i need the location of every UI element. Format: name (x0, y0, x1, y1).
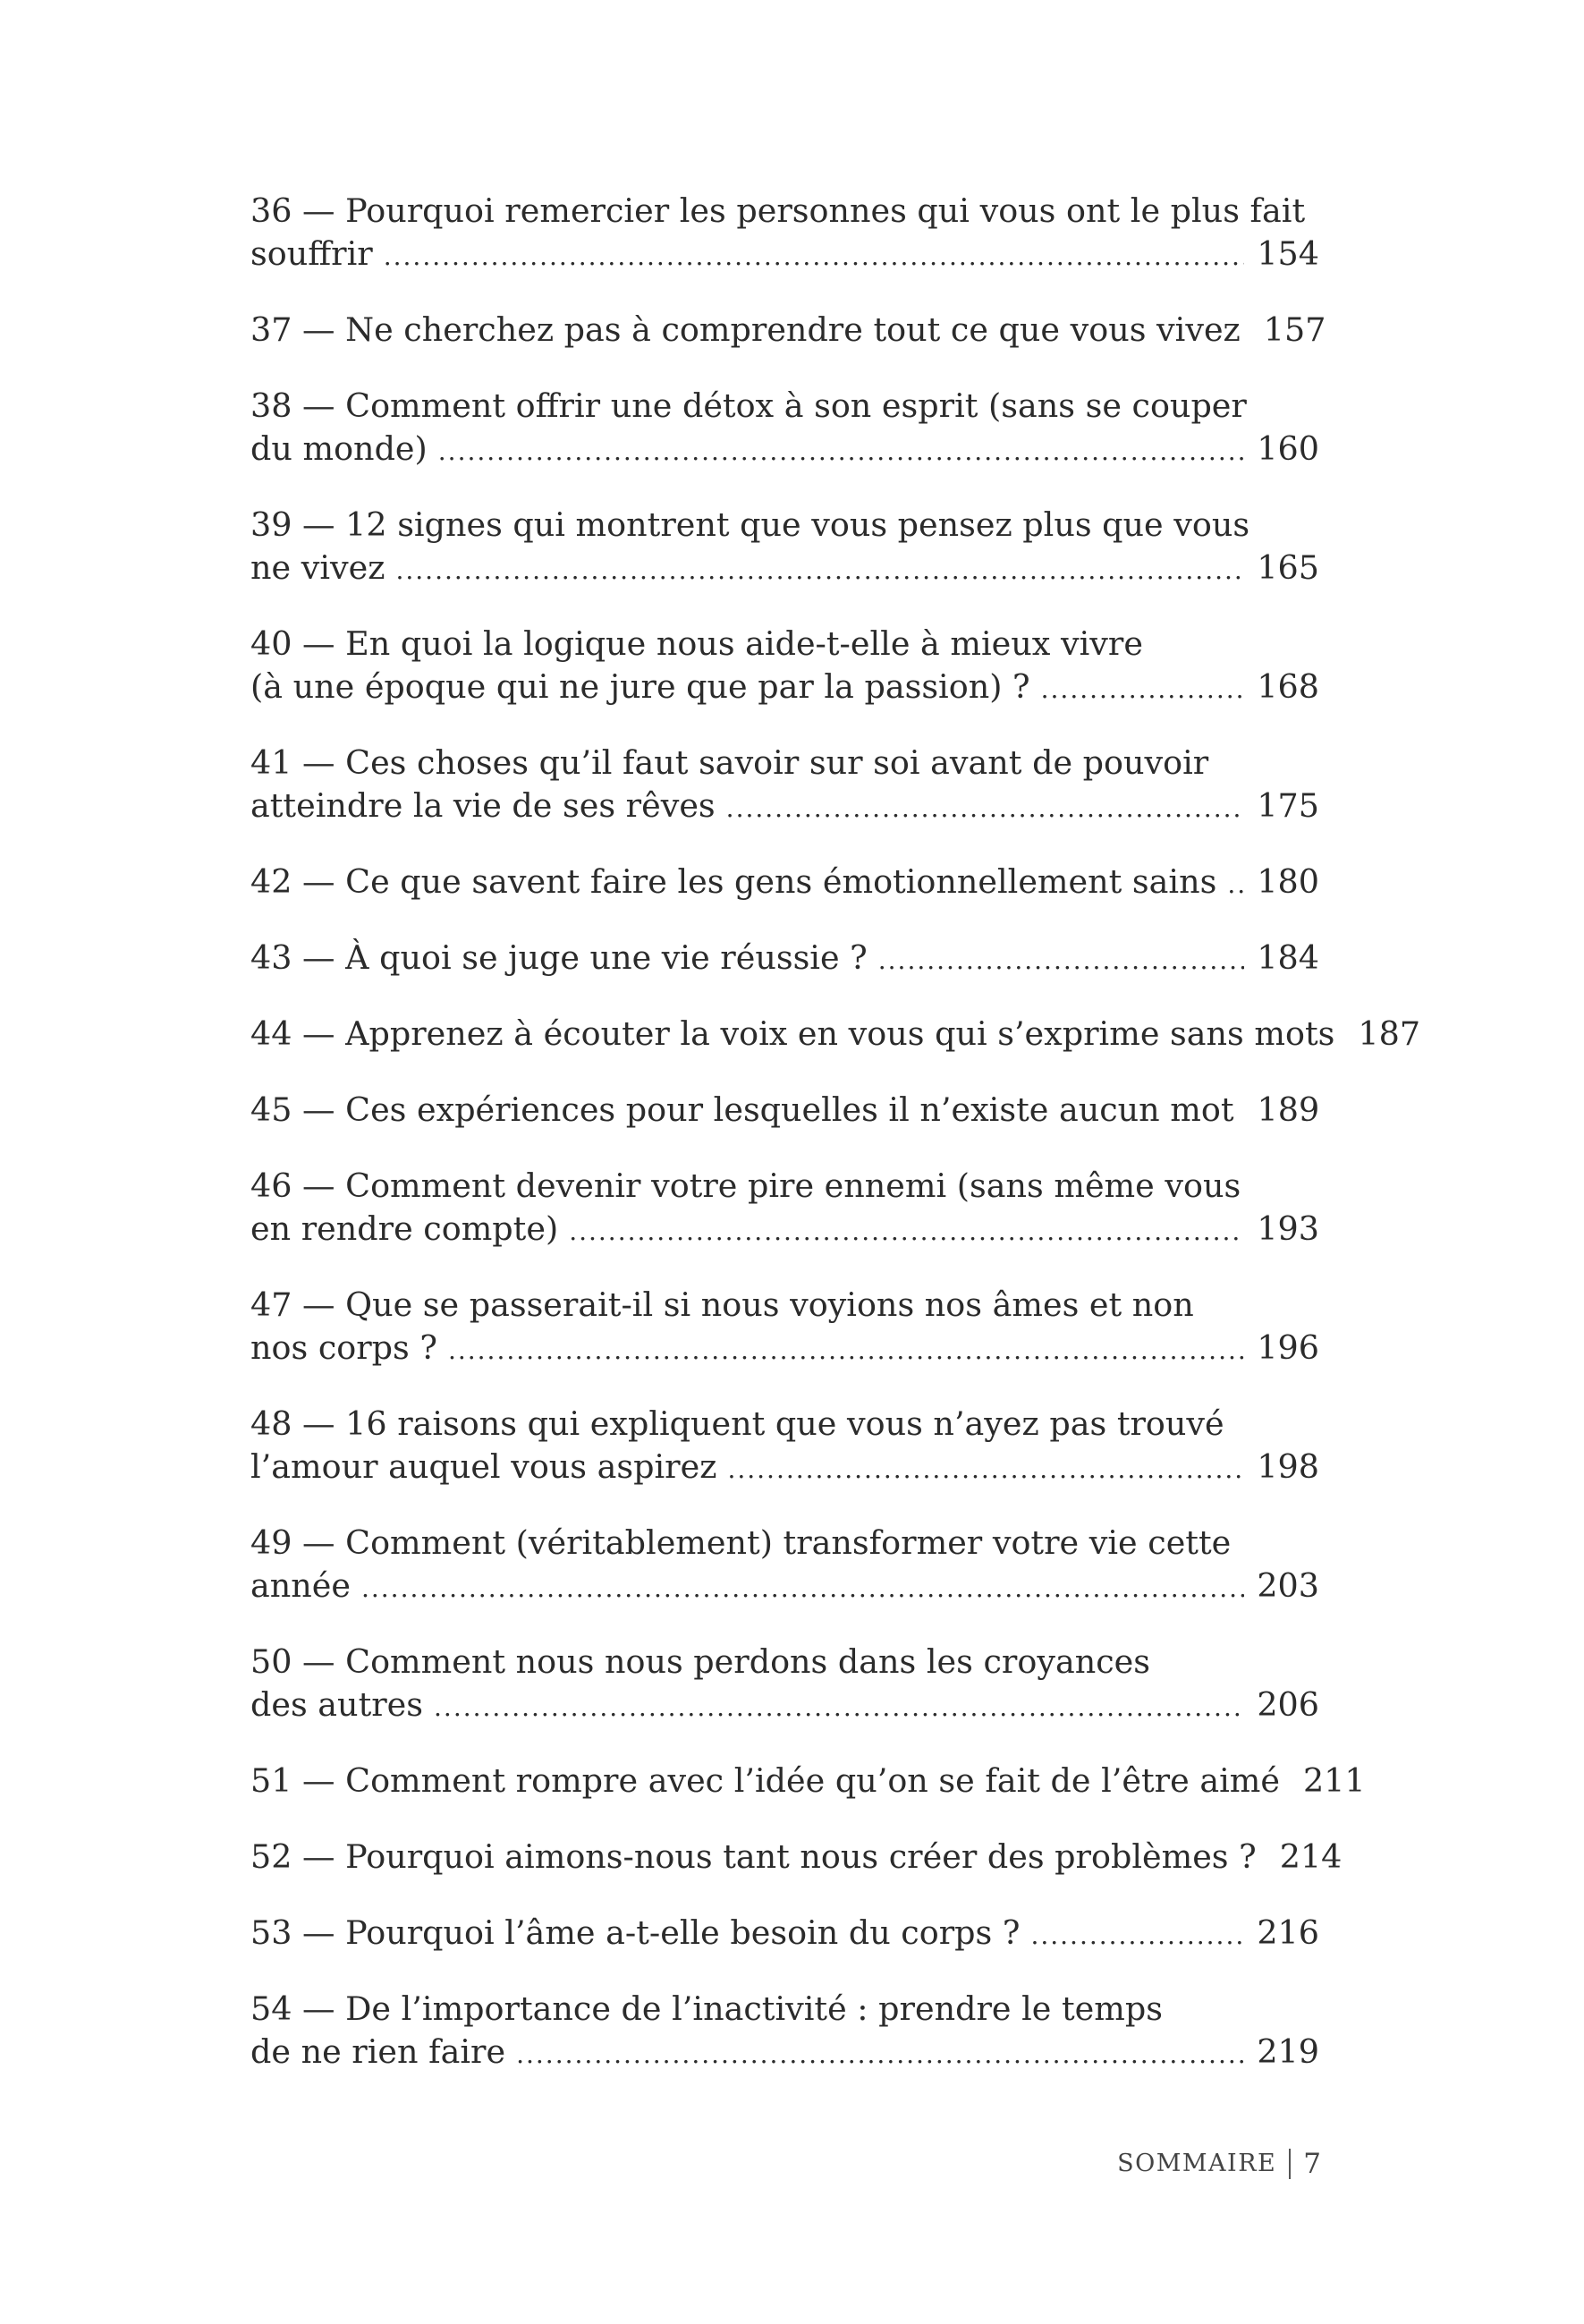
toc-entry-final-line (250, 547, 1319, 592)
running-head: SOMMAIRE (1117, 2150, 1277, 2177)
toc-entry-title-line: 38 — Comment offrir une détox à son esprit (sans se couper (250, 386, 1247, 425)
toc-entry-title-line: 54 — De l’importance de l’inactivité : prendre le temps (250, 1989, 1163, 2028)
toc-entry-title-end: 43 — À quoi se juge une vie réussie ? (250, 938, 868, 977)
toc-entry (250, 385, 1319, 473)
toc-entry (250, 1165, 1319, 1253)
toc-entry-title-end: 53 — Pourquoi l’âme a-t-elle besoin du corps ? (250, 1913, 1021, 1952)
toc-entry-title-line: 36 — Pourquoi remercier les personnes qui vous ont le plus fait (250, 191, 1306, 230)
dot-leader (434, 1686, 1244, 1729)
toc-entry-page-number: 175 (1257, 786, 1319, 825)
page-number: 7 (1303, 2148, 1321, 2180)
toc-entry (250, 623, 1319, 711)
toc-entry-final-line (250, 1760, 1366, 1805)
dot-leader (878, 939, 1245, 982)
toc-entry-final-line (250, 1836, 1343, 1881)
page-footer (1117, 2146, 1321, 2182)
toc-entry (250, 1641, 1319, 1729)
toc-entry-page-number: 214 (1279, 1837, 1343, 1876)
table-of-contents (250, 190, 1421, 2107)
toc-entry-title-end: nos corps ? (250, 1328, 437, 1367)
toc-entry (250, 1522, 1319, 1610)
toc-entry (250, 937, 1319, 982)
dot-leader (727, 1448, 1244, 1491)
toc-entry-page-number: 198 (1257, 1447, 1319, 1486)
toc-entry (250, 1089, 1319, 1134)
toc-entry-title-end: souffrir (250, 234, 373, 273)
toc-entry-final-line (250, 1013, 1421, 1058)
toc-entry-final-line (250, 937, 1319, 982)
toc-entry (250, 190, 1319, 278)
toc-entry-final-line (250, 1684, 1319, 1729)
toc-entry-title-line: 40 — En quoi la logique nous aide-t-elle à mieux vivre (250, 624, 1143, 663)
toc-entry-title-end: ne vivez (250, 548, 385, 587)
toc-entry-title-line: 47 — Que se passerait-il si nous voyions nos âmes et non (250, 1285, 1194, 1324)
toc-entry-title-line: 39 — 12 signes qui montrent que vous pensez plus que vous (250, 505, 1250, 544)
dot-leader (384, 235, 1245, 278)
toc-entry-final-line (250, 2031, 1319, 2076)
toc-entry-final-line (250, 1327, 1319, 1372)
dot-leader (438, 430, 1245, 473)
toc-entry-final-line (250, 1208, 1319, 1253)
dot-leader (726, 787, 1245, 830)
toc-entry-title-end: en rendre compte) (250, 1209, 559, 1248)
toc-entry (250, 1403, 1319, 1491)
toc-entry-title-line: 48 — 16 raisons qui expliquent que vous n’ayez pas trouvé (250, 1404, 1224, 1443)
toc-entry (250, 742, 1319, 830)
toc-entry-page-number: 193 (1257, 1209, 1319, 1248)
toc-entry-page-number: 203 (1257, 1566, 1319, 1605)
toc-entry-page-number: 157 (1263, 310, 1326, 349)
toc-entry-page-number: 196 (1257, 1328, 1319, 1367)
toc-entry-title-end: 51 — Comment rompre avec l’idée qu’on se fait de l’être aimé (250, 1761, 1280, 1800)
toc-entry (250, 1912, 1319, 1957)
toc-entry-final-line (250, 785, 1319, 830)
toc-entry-final-line (250, 1565, 1319, 1610)
toc-entry-page-number: 216 (1257, 1913, 1319, 1952)
toc-entry (250, 504, 1319, 592)
toc-entry-title-end: atteindre la vie de ses rêves (250, 786, 716, 825)
dot-leader (569, 1210, 1244, 1253)
toc-entry-title-end: 42 — Ce que savent faire les gens émotionnellement sains (250, 862, 1217, 901)
toc-entry-final-line (250, 309, 1326, 354)
dot-leader (395, 549, 1244, 592)
dot-leader (1030, 1914, 1244, 1957)
toc-entry-title-end: 45 — Ces expériences pour lesquelles il n’existe aucun mot (250, 1090, 1234, 1129)
toc-entry-final-line (250, 1912, 1319, 1957)
toc-entry (250, 1013, 1421, 1058)
toc-entry-title-end: du monde) (250, 429, 428, 468)
toc-entry (250, 1988, 1319, 2076)
toc-entry-final-line (250, 1446, 1319, 1491)
toc-entry (250, 1284, 1319, 1372)
dot-leader (361, 1567, 1244, 1610)
toc-entry-title-end: 44 — Apprenez à écouter la voix en vous qui s’exprime sans mots (250, 1014, 1335, 1053)
toc-entry-final-line (250, 428, 1319, 473)
toc-entry-page-number: 165 (1257, 548, 1319, 587)
toc-entry-title-line: 41 — Ces choses qu’il faut savoir sur soi avant de pouvoir (250, 743, 1209, 782)
toc-entry (250, 1760, 1366, 1805)
toc-entry-title-end: de ne rien faire (250, 2032, 506, 2071)
toc-entry-title-end: l’amour auquel vous aspirez (250, 1447, 717, 1486)
toc-entry-title-end: (à une époque qui ne jure que par la passion) ? (250, 667, 1030, 706)
toc-entry (250, 1836, 1343, 1881)
toc-entry (250, 309, 1326, 354)
toc-entry-page-number: 219 (1257, 2032, 1319, 2071)
toc-entry-page-number: 168 (1257, 667, 1319, 706)
dot-leader (1041, 668, 1245, 711)
toc-entry-page-number: 206 (1257, 1685, 1319, 1724)
toc-entry-final-line (250, 1089, 1319, 1134)
toc-entry-title-end: 52 — Pourquoi aimons-nous tant nous créer des problèmes ? (250, 1837, 1257, 1876)
toc-entry-final-line (250, 666, 1319, 711)
dot-leader (516, 2033, 1244, 2076)
toc-entry-page-number: 189 (1257, 1090, 1320, 1129)
toc-entry-page-number: 160 (1257, 429, 1319, 468)
toc-entry-title-end: année (250, 1566, 351, 1605)
toc-entry-title-line: 46 — Comment devenir votre pire ennemi (sans même vous (250, 1166, 1241, 1205)
toc-entry-title-line: 50 — Comment nous nous perdons dans les croyances (250, 1642, 1150, 1681)
dot-leader (448, 1329, 1244, 1372)
footer-divider (1289, 2149, 1291, 2179)
dot-leader (1227, 863, 1244, 906)
toc-entry-final-line (250, 861, 1319, 906)
toc-entry-title-end: des autres (250, 1685, 424, 1724)
toc-entry-page-number: 184 (1257, 938, 1319, 977)
toc-entry-page-number: 154 (1257, 234, 1319, 273)
toc-entry-page-number: 211 (1302, 1761, 1366, 1800)
toc-entry-title-end: 37 — Ne cherchez pas à comprendre tout ce que vous vivez (250, 310, 1241, 349)
toc-entry-page-number: 187 (1358, 1014, 1421, 1053)
toc-entry-page-number: 180 (1257, 862, 1319, 901)
toc-entry (250, 861, 1319, 906)
toc-entry-final-line (250, 233, 1319, 278)
toc-entry-title-line: 49 — Comment (véritablement) transformer votre vie cette (250, 1523, 1232, 1562)
